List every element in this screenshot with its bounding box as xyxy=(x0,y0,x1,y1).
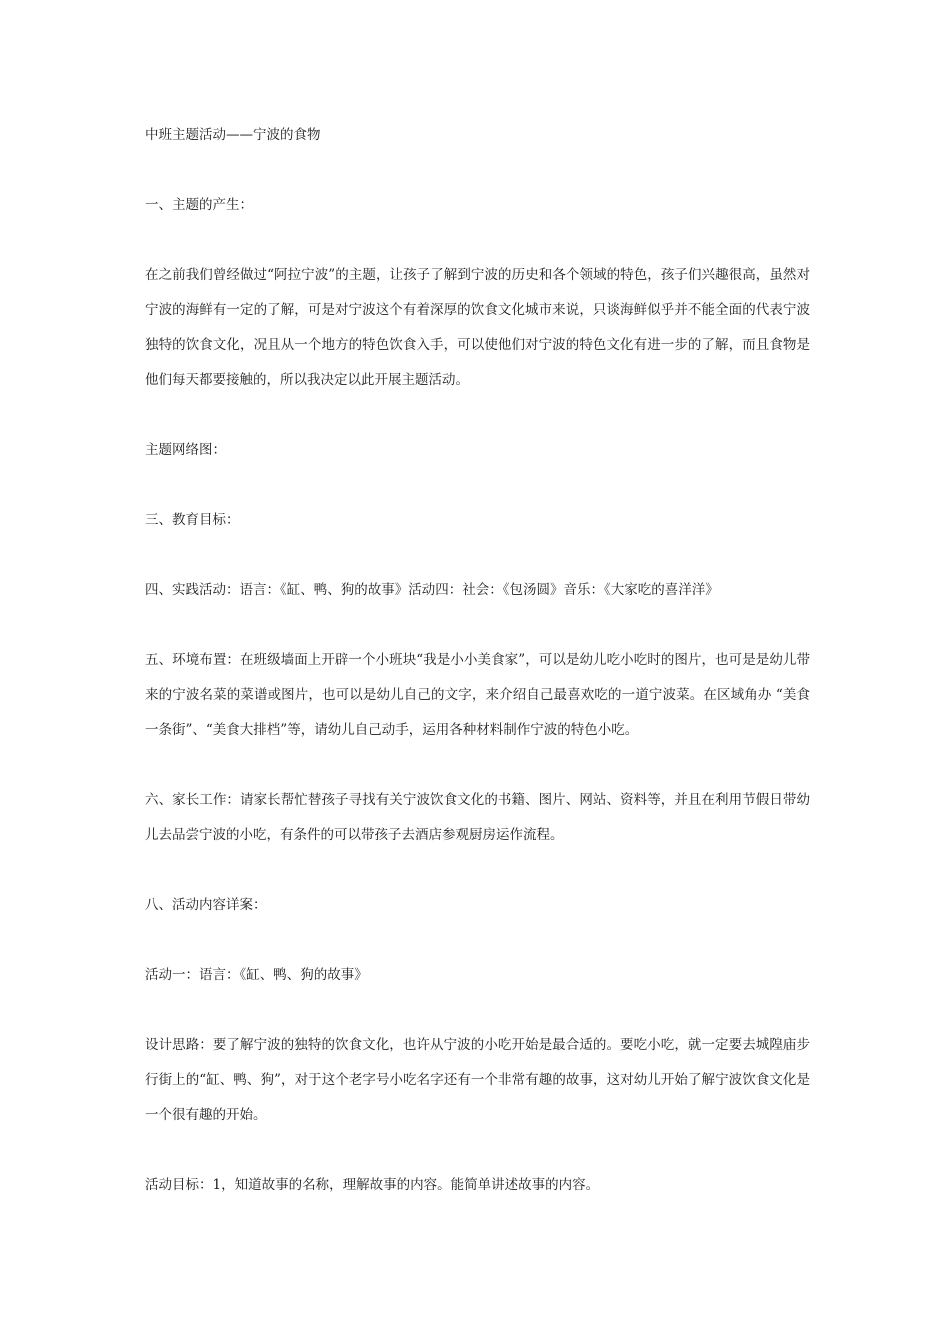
spacer xyxy=(145,223,810,258)
practice-activities-paragraph: 四、实践活动：语言：《缸、鸭、狗的故事》活动四：社会：《包汤圆》音乐：《大家吃的喜洋洋》 xyxy=(145,582,719,598)
origin-paragraph: 在之前我们曾经做过“阿拉宁波”的主题，让孩子了解到宁波的历史和各个领域的特色，孩子们兴趣很高，虽然对宁波的海鲜有一定的了解，可是对宁波这个有着深厚的饮食文化城市来说，只谈海鲜似乎并不能全面的代表宁波独特的饮食文化，况且从一个地方的特色饮食入手，可以使他们对宁波的特色文化有进一步的了解，而且食物是他们每天都要接触的，所以我决定以此开展主题活动。 xyxy=(145,267,810,388)
spacer xyxy=(145,468,810,503)
activity-details-heading: 八、活动内容详案： xyxy=(145,897,267,913)
environment-paragraph: 五、环境布置：在班级墙面上开辟一个小班块“我是小小美食家”，可以是幼儿吃小吃时的图片，也可是是幼儿带来的宁波名菜的菜谱或图片，也可以是幼儿自己的文字，来介绍自己最喜欢吃的一道宁波菜。在区域角办 “美食一条街”、“美食大排档”等，请幼儿自己动手，运用各种材料制作宁波的特色小吃。 xyxy=(145,652,810,738)
spacer xyxy=(145,748,810,783)
activity-goals-paragraph: 活动目标：1，知道故事的名称，理解故事的内容。能简单讲述故事的内容。 xyxy=(145,1177,600,1193)
spacer xyxy=(145,853,810,888)
spacer xyxy=(145,538,810,573)
spacer xyxy=(145,608,810,643)
spacer xyxy=(145,923,810,958)
spacer xyxy=(145,993,810,1028)
spacer xyxy=(145,1133,810,1168)
design-idea-paragraph: 设计思路：要了解宁波的独特的饮食文化，也许从宁波的小吃开始是最合适的。要吃小吃，就一定要去城隍庙步行街上的“缸、鸭、狗”，对于这个老字号小吃名字还有一个非常有趣的故事，这对幼儿开始了解宁波饮食文化是一个很有趣的开始。 xyxy=(145,1037,810,1123)
document-title: 中班主题活动——宁波的食物 xyxy=(145,127,321,143)
section-heading-goals: 三、教育目标： xyxy=(145,512,240,528)
network-heading: 主题网络图： xyxy=(145,442,226,458)
section-heading-origin: 一、主题的产生： xyxy=(145,197,253,213)
activity-one-heading: 活动一：语言：《缸、鸭、狗的故事》 xyxy=(145,967,368,983)
spacer xyxy=(145,398,810,433)
parent-work-paragraph: 六、家长工作：请家长帮忙替孩子寻找有关宁波饮食文化的书籍、图片、网站、资料等，并且在利用节假日带幼儿去品尝宁波的小吃，有条件的可以带孩子去酒店参观厨房运作流程。 xyxy=(145,792,810,843)
spacer xyxy=(145,153,810,188)
document-page xyxy=(145,118,810,1203)
